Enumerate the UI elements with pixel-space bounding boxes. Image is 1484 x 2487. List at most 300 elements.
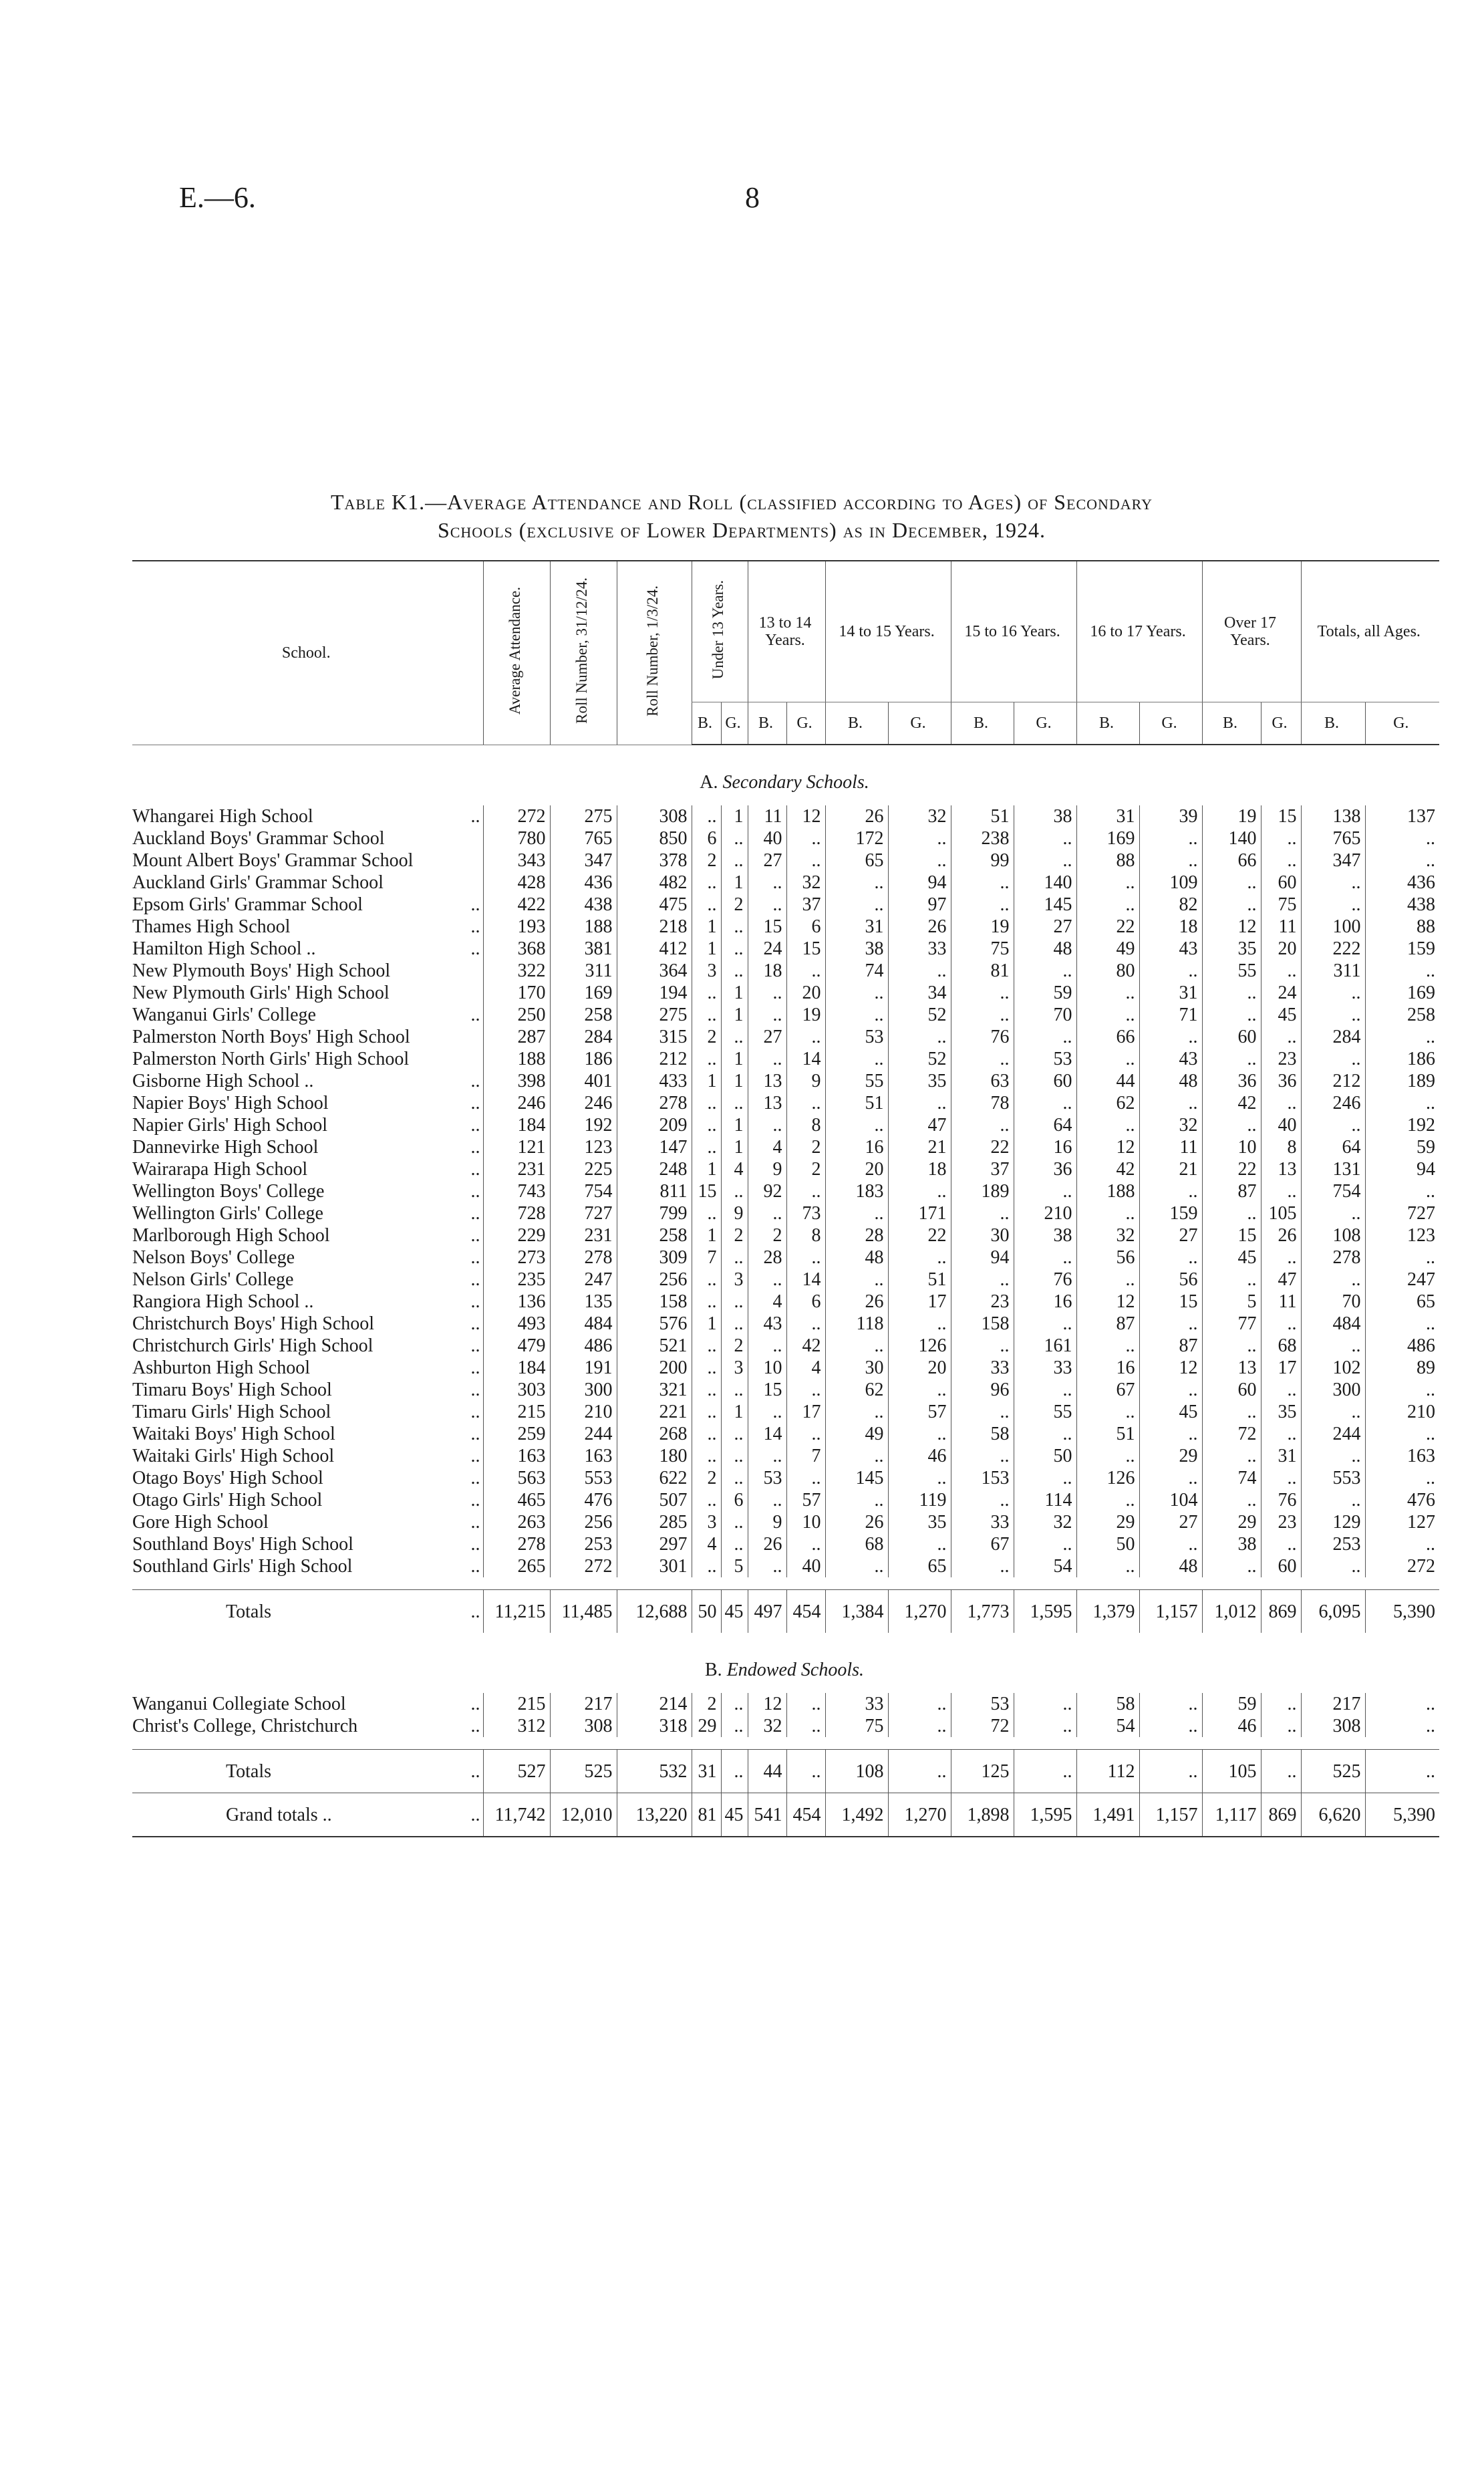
value-cell: 66	[1076, 1026, 1139, 1048]
value-cell: 284	[550, 1026, 617, 1048]
value-cell: 13,220	[617, 1793, 692, 1837]
value-cell: ..	[1139, 827, 1202, 849]
value-cell: 108	[1301, 1224, 1365, 1247]
value-cell: ..	[825, 872, 888, 894]
leader-dots-cell: ..	[470, 1335, 480, 1356]
value-cell: ..	[721, 1693, 748, 1715]
value-cell: ..	[1076, 982, 1139, 1004]
value-cell: ..	[1139, 1313, 1202, 1335]
school-column-header: School.	[132, 561, 483, 745]
value-cell: 222	[1301, 938, 1365, 960]
boys-subheader: B.	[692, 702, 721, 745]
value-cell: 118	[825, 1313, 888, 1335]
value-cell: 1,492	[825, 1793, 888, 1837]
leader-dots-cell: ..	[470, 1137, 480, 1158]
value-cell: 381	[550, 938, 617, 960]
value-cell: 50	[1014, 1445, 1076, 1467]
value-cell: 27	[1014, 916, 1076, 938]
value-cell: ..	[1076, 872, 1139, 894]
value-cell: ..	[1301, 1401, 1365, 1423]
leader-dots-cell: ..	[470, 1313, 480, 1334]
value-cell: ..	[721, 938, 748, 960]
girls-subheader: G.	[1365, 702, 1439, 745]
value-cell: ..	[721, 1291, 748, 1313]
value-cell: 6	[786, 1291, 825, 1313]
value-cell: 1	[721, 872, 748, 894]
value-cell: 19	[951, 916, 1014, 938]
value-cell: 23	[1261, 1048, 1301, 1070]
value-cell: ..	[951, 1004, 1014, 1026]
table-row	[132, 1202, 1439, 1224]
value-cell: 32	[1139, 1114, 1202, 1136]
boys-subheader: B.	[1301, 702, 1365, 745]
girls-subheader: G.	[786, 702, 825, 745]
value-cell: 15	[1261, 805, 1301, 827]
school-name-cell: Hamilton High School ..	[132, 938, 316, 959]
value-cell: ..	[825, 982, 888, 1004]
value-cell: 278	[617, 1092, 692, 1114]
value-cell: 247	[550, 1269, 617, 1291]
value-cell: ..	[1261, 827, 1301, 849]
value-cell: 45	[1139, 1401, 1202, 1423]
table-row	[132, 1026, 1439, 1048]
value-cell: 438	[1365, 894, 1439, 916]
value-cell: 2	[748, 1224, 786, 1247]
value-cell: 26	[748, 1533, 786, 1555]
value-cell: 13	[1202, 1357, 1261, 1379]
value-cell: 31	[825, 916, 888, 938]
value-cell: 553	[550, 1467, 617, 1489]
value-cell: 811	[617, 1180, 692, 1202]
value-cell: 169	[550, 982, 617, 1004]
value-cell: ..	[1014, 1247, 1076, 1269]
value-cell: 484	[1301, 1313, 1365, 1335]
value-cell: 300	[1301, 1379, 1365, 1401]
value-cell: ..	[692, 1048, 721, 1070]
leader-dots-cell: ..	[470, 1093, 480, 1114]
value-cell: ..	[1139, 1715, 1202, 1737]
age-16-17-header: 16 to 17 Years.	[1076, 561, 1202, 702]
value-cell: 268	[617, 1423, 692, 1445]
value-cell: ..	[748, 1202, 786, 1224]
value-cell: 1,384	[825, 1590, 888, 1633]
value-cell: 11,742	[483, 1793, 550, 1837]
value-cell: 65	[1365, 1291, 1439, 1313]
value-cell: ..	[1139, 1026, 1202, 1048]
value-cell: 129	[1301, 1511, 1365, 1533]
value-cell: ..	[1076, 1202, 1139, 1224]
value-cell: 32	[1076, 1224, 1139, 1247]
value-cell: 5	[721, 1555, 748, 1577]
value-cell: ..	[951, 1114, 1014, 1136]
value-cell: 436	[1365, 872, 1439, 894]
table-row	[132, 916, 1439, 938]
value-cell: 765	[550, 827, 617, 849]
value-cell: 192	[550, 1114, 617, 1136]
value-cell: 26	[888, 916, 951, 938]
value-cell: 4	[786, 1357, 825, 1379]
value-cell: 137	[1365, 805, 1439, 827]
value-cell: 2	[786, 1158, 825, 1180]
value-cell: 80	[1076, 960, 1139, 982]
value-cell: 171	[888, 1202, 951, 1224]
value-cell: 29	[692, 1715, 721, 1737]
value-cell: 159	[1365, 938, 1439, 960]
value-cell: 754	[1301, 1180, 1365, 1202]
value-cell: ..	[786, 1026, 825, 1048]
table-title-line-2: Schools (exclusive of Lower Departments) as in December, 1924.	[437, 518, 1046, 542]
value-cell: 727	[1365, 1202, 1439, 1224]
value-cell: ..	[1261, 1423, 1301, 1445]
value-cell: ..	[1365, 827, 1439, 849]
value-cell: 53	[825, 1026, 888, 1048]
value-cell: 18	[888, 1158, 951, 1180]
value-cell: ..	[1365, 1750, 1439, 1793]
value-cell: ..	[951, 1401, 1014, 1423]
value-cell: 248	[617, 1158, 692, 1180]
school-name-cell: Gore High School	[132, 1512, 269, 1533]
value-cell: 18	[1139, 916, 1202, 938]
value-cell: 76	[1014, 1269, 1076, 1291]
table-row	[132, 1004, 1439, 1026]
school-name-cell: Christ's College, Christchurch	[132, 1716, 358, 1736]
value-cell: 20	[1261, 938, 1301, 960]
value-cell: 73	[786, 1202, 825, 1224]
value-cell: ..	[1139, 1533, 1202, 1555]
boys-subheader: B.	[825, 702, 888, 745]
school-name-cell: Southland Boys' High School	[132, 1534, 353, 1555]
value-cell: 36	[1261, 1070, 1301, 1092]
value-cell: 67	[951, 1533, 1014, 1555]
value-cell: 218	[617, 916, 692, 938]
page-identifier: E.—6.	[179, 181, 256, 214]
value-cell: 475	[617, 894, 692, 916]
value-cell: 3	[692, 1511, 721, 1533]
value-cell: ..	[1301, 1114, 1365, 1136]
value-cell: 398	[483, 1070, 550, 1092]
value-cell: 87	[1202, 1180, 1261, 1202]
value-cell: 225	[550, 1158, 617, 1180]
value-cell: 11	[1261, 916, 1301, 938]
school-name-cell: Southland Girls' High School	[132, 1556, 353, 1577]
value-cell: 51	[825, 1092, 888, 1114]
value-cell: 102	[1301, 1357, 1365, 1379]
table-row	[132, 1048, 1439, 1070]
value-cell: 184	[483, 1114, 550, 1136]
value-cell: ..	[1365, 1247, 1439, 1269]
table-row	[132, 1467, 1439, 1489]
value-cell: 26	[1261, 1224, 1301, 1247]
totals-row-endowed	[132, 1750, 1439, 1793]
value-cell: ..	[888, 960, 951, 982]
value-cell: ..	[692, 1445, 721, 1467]
value-cell: ..	[888, 1533, 951, 1555]
value-cell: 51	[1076, 1423, 1139, 1445]
value-cell: 507	[617, 1489, 692, 1511]
value-cell: 32	[1014, 1511, 1076, 1533]
value-cell: ..	[721, 1467, 748, 1489]
value-cell: 378	[617, 849, 692, 872]
table-title-line-1: Table K1.—Average Attendance and Roll (classified according to Ages) of Secondary	[330, 490, 1153, 514]
value-cell: 45	[1202, 1247, 1261, 1269]
value-cell: ..	[721, 1750, 748, 1793]
value-cell: 57	[888, 1401, 951, 1423]
school-name-cell: Marlborough High School	[132, 1225, 330, 1246]
value-cell: 88	[1076, 849, 1139, 872]
value-cell: 527	[483, 1750, 550, 1793]
value-cell: ..	[1014, 1750, 1076, 1793]
attendance-table	[132, 560, 1439, 1837]
value-cell: ..	[692, 1136, 721, 1158]
leader-dots-cell	[456, 960, 483, 982]
leader-dots-cell: ..	[470, 1203, 480, 1224]
value-cell: 26	[825, 805, 888, 827]
section-letter: B.	[705, 1659, 722, 1680]
value-cell: 2	[692, 1467, 721, 1489]
value-cell: ..	[1014, 827, 1076, 849]
value-cell: 54	[1076, 1715, 1139, 1737]
value-cell: 497	[748, 1590, 786, 1633]
school-name-cell: Wellington Girls' College	[132, 1203, 323, 1224]
value-cell: 89	[1365, 1357, 1439, 1379]
value-cell: ..	[748, 1445, 786, 1467]
school-name-cell: Otago Boys' High School	[132, 1468, 323, 1488]
value-cell: ..	[1014, 1313, 1076, 1335]
table-row	[132, 1291, 1439, 1313]
value-cell: 33	[1014, 1357, 1076, 1379]
section-a-heading	[132, 745, 1439, 805]
value-cell: 15	[692, 1180, 721, 1202]
value-cell: 81	[692, 1793, 721, 1837]
value-cell: 1,270	[888, 1590, 951, 1633]
value-cell: ..	[825, 894, 888, 916]
value-cell: 64	[1301, 1136, 1365, 1158]
value-cell: 215	[483, 1693, 550, 1715]
value-cell: ..	[721, 1026, 748, 1048]
table-row	[132, 1693, 1439, 1715]
value-cell: 1,773	[951, 1590, 1014, 1633]
table-row	[132, 1445, 1439, 1467]
table-row	[132, 1224, 1439, 1247]
value-cell: 9	[721, 1202, 748, 1224]
value-cell: 368	[483, 938, 550, 960]
value-cell: 45	[721, 1590, 748, 1633]
value-cell: 135	[550, 1291, 617, 1313]
value-cell: ..	[1014, 1092, 1076, 1114]
value-cell: 19	[786, 1004, 825, 1026]
value-cell: ..	[1301, 1048, 1365, 1070]
value-cell: 70	[1014, 1004, 1076, 1026]
table-row	[132, 1247, 1439, 1269]
school-name-cell: Wanganui Girls' College	[132, 1005, 316, 1025]
value-cell: 35	[888, 1070, 951, 1092]
value-cell: 214	[617, 1693, 692, 1715]
value-cell: ..	[1014, 960, 1076, 982]
attendance-table-body	[132, 745, 1439, 1837]
school-name-cell: Palmerston North Girls' High School	[132, 1049, 410, 1069]
value-cell: ..	[825, 1489, 888, 1511]
value-cell: 125	[951, 1750, 1014, 1793]
value-cell: ..	[1301, 872, 1365, 894]
value-cell: 2	[721, 1224, 748, 1247]
value-cell: 15	[1139, 1291, 1202, 1313]
value-cell: 32	[786, 872, 825, 894]
value-cell: 221	[617, 1401, 692, 1423]
school-name-cell: Totals	[132, 1750, 456, 1793]
value-cell: 52	[888, 1048, 951, 1070]
value-cell: 436	[550, 872, 617, 894]
value-cell: 75	[951, 938, 1014, 960]
value-cell: 38	[1014, 805, 1076, 827]
value-cell: 1	[692, 938, 721, 960]
table-row	[132, 1313, 1439, 1335]
value-cell: 256	[550, 1511, 617, 1533]
value-cell: ..	[1365, 1533, 1439, 1555]
value-cell: 422	[483, 894, 550, 916]
value-cell: 24	[1261, 982, 1301, 1004]
value-cell: ..	[1365, 1423, 1439, 1445]
value-cell: 17	[888, 1291, 951, 1313]
value-cell: ..	[951, 872, 1014, 894]
value-cell: 869	[1261, 1590, 1301, 1633]
value-cell: 231	[550, 1224, 617, 1247]
value-cell: 10	[786, 1511, 825, 1533]
value-cell: ..	[721, 960, 748, 982]
school-name-cell: Palmerston North Boys' High School	[132, 1027, 410, 1047]
value-cell: 6	[786, 916, 825, 938]
value-cell: ..	[1076, 1555, 1139, 1577]
value-cell: ..	[1076, 1004, 1139, 1026]
value-cell: 9	[748, 1511, 786, 1533]
value-cell: 94	[888, 872, 951, 894]
value-cell: 23	[951, 1291, 1014, 1313]
totals-all-ages-header: Totals, all Ages.	[1301, 561, 1439, 702]
value-cell: 438	[550, 894, 617, 916]
value-cell: 12	[1139, 1357, 1202, 1379]
value-cell: ..	[951, 1202, 1014, 1224]
value-cell: 6,620	[1301, 1793, 1365, 1837]
value-cell: ..	[1301, 1489, 1365, 1511]
value-cell: ..	[692, 1004, 721, 1026]
leader-dots-cell: ..	[470, 894, 480, 915]
value-cell: ..	[721, 1445, 748, 1467]
value-cell: ..	[786, 1180, 825, 1202]
school-name-cell: Rangiora High School ..	[132, 1291, 314, 1312]
value-cell: 50	[692, 1590, 721, 1633]
leader-dots-cell: ..	[470, 1534, 480, 1555]
value-cell: 12,688	[617, 1590, 692, 1633]
girls-subheader: G.	[1139, 702, 1202, 745]
value-cell: 754	[550, 1180, 617, 1202]
value-cell: 278	[1301, 1247, 1365, 1269]
leader-dots-cell: ..	[470, 1159, 480, 1180]
value-cell: ..	[1076, 1048, 1139, 1070]
leader-dots-cell: ..	[470, 1115, 480, 1136]
school-name-cell: Nelson Girls' College	[132, 1269, 294, 1290]
value-cell: 140	[1014, 872, 1076, 894]
value-cell: 525	[1301, 1750, 1365, 1793]
value-cell: 145	[1014, 894, 1076, 916]
value-cell: 161	[1014, 1335, 1076, 1357]
value-cell: 184	[483, 1357, 550, 1379]
value-cell: ..	[786, 960, 825, 982]
value-cell: ..	[721, 1379, 748, 1401]
value-cell: 30	[951, 1224, 1014, 1247]
value-cell: 58	[951, 1423, 1014, 1445]
value-cell: 67	[1076, 1379, 1139, 1401]
leader-dots-cell: ..	[470, 1446, 480, 1466]
value-cell: 272	[550, 1555, 617, 1577]
value-cell: 94	[951, 1247, 1014, 1269]
value-cell: ..	[1202, 1004, 1261, 1026]
value-cell: 347	[1301, 849, 1365, 872]
value-cell: 727	[550, 1202, 617, 1224]
value-cell: 48	[825, 1247, 888, 1269]
value-cell: 4	[748, 1291, 786, 1313]
school-name-cell: Wairarapa High School	[132, 1159, 308, 1180]
table-row	[132, 1555, 1439, 1577]
leader-dots-cell: ..	[470, 938, 480, 959]
value-cell: 33	[951, 1511, 1014, 1533]
value-cell: 123	[1365, 1224, 1439, 1247]
value-cell: 60	[1261, 1555, 1301, 1577]
under-13-header: Under 13 Years.	[692, 561, 748, 702]
leader-dots-cell: ..	[470, 1512, 480, 1533]
value-cell: 278	[550, 1247, 617, 1269]
value-cell: 63	[951, 1070, 1014, 1092]
value-cell: 300	[550, 1379, 617, 1401]
value-cell: ..	[1365, 1026, 1439, 1048]
value-cell: ..	[786, 1092, 825, 1114]
value-cell: ..	[692, 872, 721, 894]
value-cell: 188	[550, 916, 617, 938]
value-cell: 14	[786, 1048, 825, 1070]
value-cell: ..	[951, 1335, 1014, 1357]
leader-dots-cell: ..	[470, 1247, 480, 1268]
value-cell: 48	[1139, 1555, 1202, 1577]
value-cell: 40	[1261, 1114, 1301, 1136]
value-cell: ..	[1301, 1555, 1365, 1577]
value-cell: ..	[1202, 1114, 1261, 1136]
value-cell: 454	[786, 1590, 825, 1633]
value-cell: ..	[888, 1313, 951, 1335]
value-cell: 123	[550, 1136, 617, 1158]
value-cell: 4	[748, 1136, 786, 1158]
value-cell: 163	[1365, 1445, 1439, 1467]
value-cell: ..	[1365, 849, 1439, 872]
value-cell: 3	[721, 1357, 748, 1379]
value-cell: 308	[1301, 1715, 1365, 1737]
value-cell: ..	[721, 1423, 748, 1445]
school-name-cell: New Plymouth Boys' High School	[132, 960, 391, 981]
value-cell: 192	[1365, 1114, 1439, 1136]
value-cell: ..	[951, 1555, 1014, 1577]
school-name-cell: Nelson Boys' College	[132, 1247, 295, 1268]
value-cell: 553	[1301, 1467, 1365, 1489]
school-name-cell: Totals	[132, 1590, 456, 1633]
value-cell: 12	[748, 1693, 786, 1715]
value-cell: ..	[825, 1335, 888, 1357]
value-cell: 76	[1261, 1489, 1301, 1511]
value-cell: 1,157	[1139, 1793, 1202, 1837]
value-cell: 186	[550, 1048, 617, 1070]
value-cell: 53	[748, 1467, 786, 1489]
value-cell: 55	[1202, 960, 1261, 982]
value-cell: 72	[1202, 1423, 1261, 1445]
value-cell: 72	[951, 1715, 1014, 1737]
table-row	[132, 938, 1439, 960]
value-cell: 743	[483, 1180, 550, 1202]
